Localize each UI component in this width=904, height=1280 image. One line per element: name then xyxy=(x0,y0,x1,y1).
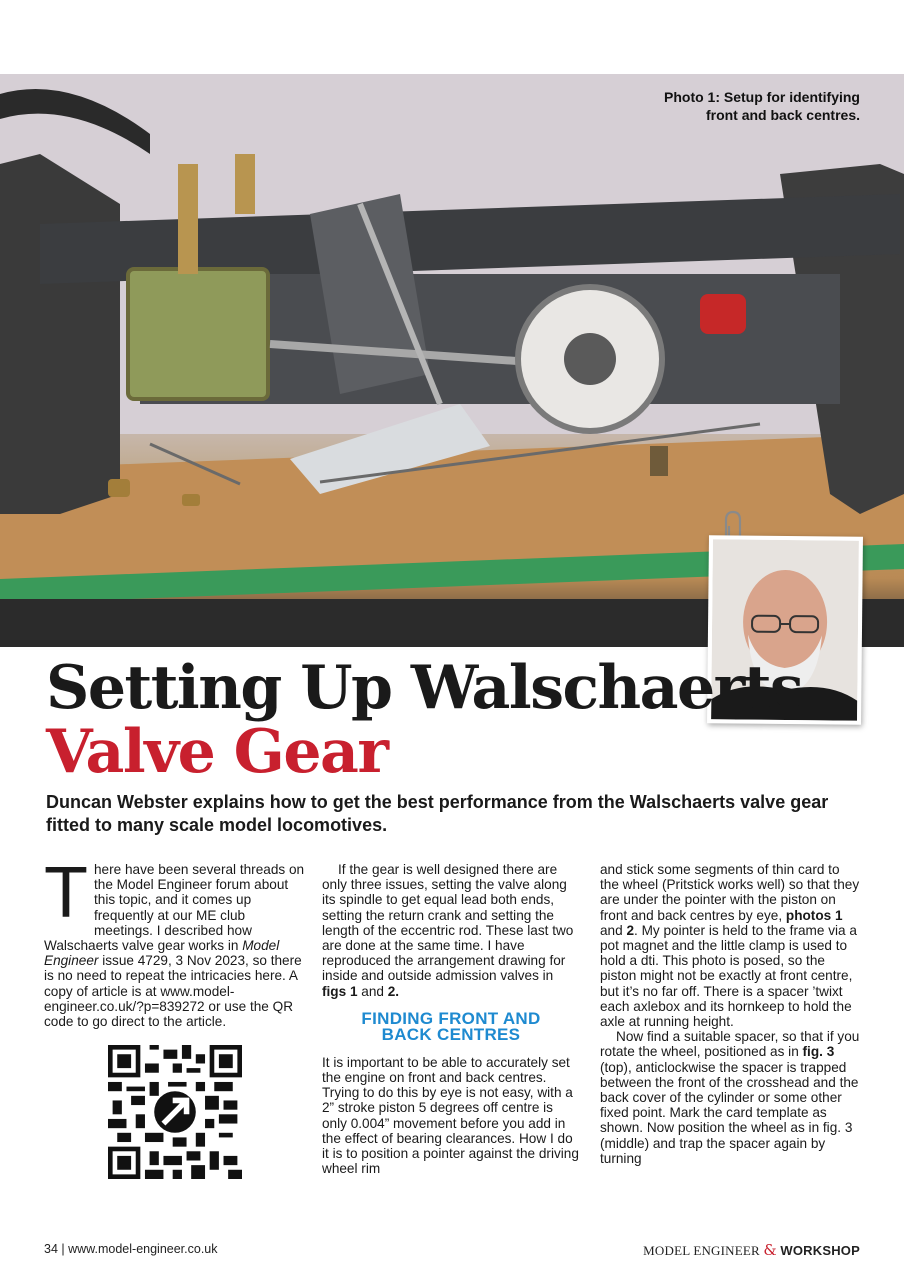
col3-paragraph-2 xyxy=(600,1029,862,1166)
col2-paragraph-2: It is important to be able to accurately set the engine on front and back centres. Trying to do this by eye is not easy, with a 2” stroke piston 5 degrees off centre is only 0.004” movement before you add in the effect of bearing clearances. How I do it is to position a pointer against the driving wheel rim xyxy=(322,1054,579,1177)
article-title xyxy=(46,653,803,787)
col3-p2-text-b: (top), anticlockwise the spacer is trapped between the front of the crosshead and the back cover of the cylinder or some other fixed point. Mark the card template as shown. Now position the wheel as in fig. 3 (middle) and trap the spacer again by turning xyxy=(600,1059,859,1166)
col3-text-a: and stick some segments of thin card to the wheel (Pritstick works well) so that they are under the pointer with the piston on front and back centres by eye, xyxy=(600,862,860,923)
col3-paragraph-1 xyxy=(600,862,862,1029)
photo-caption-line-1: Photo 1: Setup for identifying xyxy=(664,89,860,105)
col1-text-b: issue 4729, 3 Nov 2023, so there is no need to repeat the intricacies here. A copy of article is at www.model-engineer.co.uk/?p=839272 or use the QR code to go direct to the article. xyxy=(44,953,302,1030)
photo-caption xyxy=(560,88,860,124)
drop-cap: T xyxy=(44,853,88,933)
col2-fig-ref-1: figs 1 xyxy=(322,983,358,999)
col2-text-a: If the gear is well designed there are only three issues, setting the valve along its spindle to get equal lead both ends, setting the return crank and setting the length of the eccentric rod. These last two are done at the same time. I have reproduced the arrangement drawing for inside and outside admission valves in xyxy=(322,862,574,984)
subheading xyxy=(322,1008,580,1044)
magazine-name-b: WORKSHOP xyxy=(780,1243,860,1258)
col3-and: and xyxy=(600,922,627,938)
magazine-name-a: MODEL ENGINEER xyxy=(643,1243,760,1258)
col3-fig-ref: fig. 3 xyxy=(802,1044,835,1060)
standfirst xyxy=(46,791,856,837)
col2-and: and xyxy=(357,983,388,999)
col2-fig-ref-2: 2. xyxy=(387,983,400,999)
col3-text-b: . My pointer is held to the frame via a pot magnet and the little clamp is used to hold a dti. This photo is posed, so the piston might not be exactly at front centre, but it’s no far off. There is a spacer ’twixt each axlebox and its hornkeep to hold the axle at running height. xyxy=(600,922,857,1030)
col1-paragraph-1 xyxy=(44,853,306,1030)
footer-separator: | xyxy=(61,1242,65,1256)
col3-photo-ref-1: photos 1 xyxy=(785,907,843,923)
col1-italic-title: Model Engineer xyxy=(44,938,280,969)
title-line-1: Setting Up Walschaerts xyxy=(46,653,803,723)
author-name: Duncan Webster xyxy=(46,792,188,812)
col1-text-a: here have been several threads on the Model Engineer forum about this topic, and it comes up frequently at our ME club meetings. I described how Walschaerts valve gear works in xyxy=(44,862,305,954)
title-line-2: Valve Gear xyxy=(46,717,388,787)
qr-code-icon[interactable] xyxy=(108,1045,242,1179)
column-1 xyxy=(44,853,306,1182)
col3-p2-text-a: Now find a suitable spacer, so that if you rotate the wheel, positioned as in xyxy=(600,1029,860,1060)
standfirst-text: explains how to get the best performance from the Walschaerts valve gear fitted to many scale model locomotives. xyxy=(46,792,829,835)
page-number: 34 xyxy=(44,1242,58,1256)
subheading-line-2: BACK CENTRES xyxy=(381,1024,521,1044)
column-2 xyxy=(322,862,580,1176)
magazine-name xyxy=(643,1241,860,1259)
subheading-line-1: FINDING FRONT AND xyxy=(361,1008,541,1028)
magazine-ampersand: & xyxy=(763,1241,777,1259)
website-link[interactable]: www.model-engineer.co.uk xyxy=(68,1242,218,1256)
column-3 xyxy=(600,862,862,1166)
photo-caption-line-2: front and back centres. xyxy=(705,107,860,123)
footer-left xyxy=(44,1242,218,1256)
col3-photo-ref-2: 2 xyxy=(626,922,635,938)
col2-paragraph-1 xyxy=(322,862,580,999)
